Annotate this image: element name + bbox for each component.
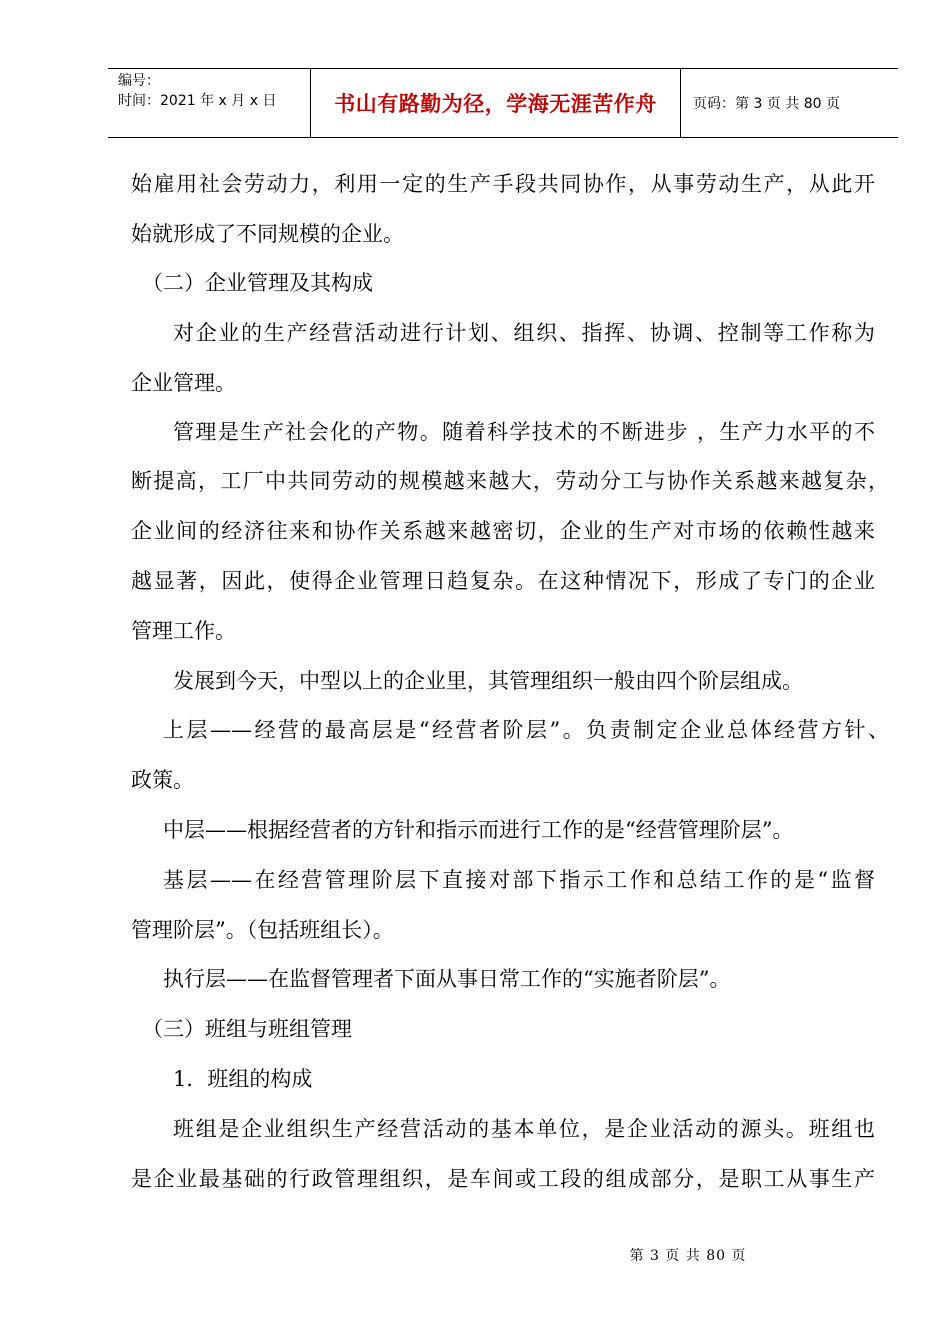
date-label: 时间：2021 年 x 月 x 日 xyxy=(118,93,277,109)
body-line: 是企业最基础的行政管理组织，是车间或工段的组成部分，是职工从事生产 xyxy=(131,1167,875,1191)
body-line: 发展到今天，中型以上的企业里，其管理组织一般由四个阶层组成。 xyxy=(173,669,803,693)
body-line: 执行层——在监督管理者下面从事日常工作的“实施者阶层”。 xyxy=(163,967,731,991)
body-line: 企业管理。 xyxy=(131,371,236,395)
body-line: 政策。 xyxy=(131,768,194,792)
subsection-heading: 1．班组的构成 xyxy=(173,1067,313,1091)
page-footer xyxy=(0,1245,950,1265)
section-heading: （二）企业管理及其构成 xyxy=(142,271,373,295)
section-heading: （三）班组与班组管理 xyxy=(142,1017,352,1041)
footer-page-number: 第 3 页 共 80 页 xyxy=(629,1248,747,1264)
body-line: 企业间的经济往来和协作关系越来越密切，企业的生产对市场的依赖性越来 xyxy=(131,519,875,543)
body-line: 对企业的生产经营活动进行计划、组织、指挥、协调、控制等工作称为 xyxy=(173,321,875,345)
body-line: 始雇用社会劳动力，利用一定的生产手段共同协作，从事劳动生产，从此开 xyxy=(131,172,875,196)
body-line: 管理工作。 xyxy=(131,619,236,643)
header-motto-cell xyxy=(311,69,681,137)
body-line: 断提高，工厂中共同劳动的规模越来越大，劳动分工与协作关系越来越复杂， xyxy=(131,469,889,493)
body-line: 基层——在经营管理阶层下直接对部下指示工作和总结工作的是“监督 xyxy=(163,868,875,892)
number-label: 编号： xyxy=(118,73,160,89)
page-info: 页码：第 3 页 共 80 页 xyxy=(693,96,840,112)
body-line: 上层——经营的最高层是“经营者阶层”。负责制定企业总体经营方针、 xyxy=(163,718,889,742)
motto-text: 书山有路勤为径，学海无涯苦作舟 xyxy=(334,92,657,116)
body-line: 管理阶层”。（包括班组长）。 xyxy=(131,918,394,942)
body-line: 中层——根据经营者的方针和指示而进行工作的是“经营管理阶层”。 xyxy=(163,818,794,842)
document-header xyxy=(108,68,898,138)
body-line: 管理是生产社会化的产物。随着科学技术的不断进步 ，生产力水平的不 xyxy=(173,420,875,444)
body-line: 班组是企业组织生产经营活动的基本单位，是企业活动的源头。班组也 xyxy=(173,1117,875,1141)
header-meta-cell xyxy=(108,69,311,137)
body-line: 始就形成了不同规模的企业。 xyxy=(131,222,404,246)
body-line: 越显著，因此，使得企业管理日趋复杂。在这种情况下，形成了专门的企业 xyxy=(131,569,875,593)
